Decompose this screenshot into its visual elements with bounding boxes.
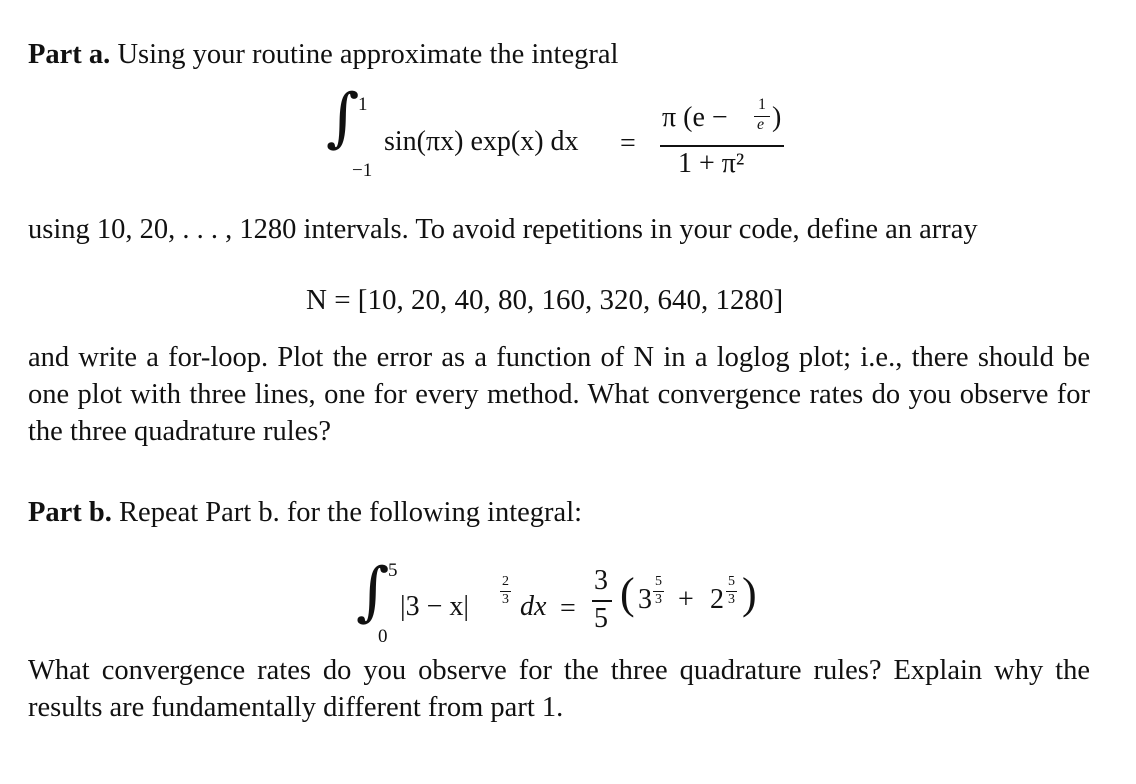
integral-a-inner-denominator: e xyxy=(757,116,765,133)
part-b-intro-line xyxy=(28,494,1090,531)
integral-b-coef-bar xyxy=(592,600,612,602)
integral-b-exp-num: 2 xyxy=(502,574,509,589)
part-b-heading: Part b. xyxy=(28,497,112,528)
integral-a-numerator: π (e − xyxy=(662,102,728,133)
part-a-intro: Using your routine approximate the integral xyxy=(117,39,619,70)
integral-sign-b: ∫ xyxy=(356,555,390,629)
integral-a-upper-limit: 1 xyxy=(358,94,368,115)
integral-b-coef-num: 3 xyxy=(594,565,608,596)
integral-b-close-paren: ) xyxy=(742,569,757,618)
integral-b-base2-exp-den: 3 xyxy=(728,592,735,607)
integral-b-base2: 2 xyxy=(710,584,724,615)
integral-b-coef-den: 5 xyxy=(594,603,608,634)
integral-b-open-paren: ( xyxy=(620,569,635,618)
part-a-intro-line xyxy=(28,36,1090,73)
part-a-instructions-text: and write a for-loop. Plot the error as a function of N in a loglog plot; i.e., there should be one plot with three lines, one for every method. What convergence rates do you observe for the three quadrature rules? xyxy=(28,342,1090,447)
integral-b-base2-exp-num: 5 xyxy=(728,574,735,589)
array-equation: N = [10, 20, 40, 80, 160, 320, 640, 1280] xyxy=(306,284,784,316)
integral-a-close-paren: ) xyxy=(772,102,782,133)
integral-sign-a: ∫ xyxy=(326,81,360,155)
integral-b-base1-exp-den: 3 xyxy=(655,592,662,607)
integral-a-inner-numerator: 1 xyxy=(758,96,766,113)
integral-b-exp-den: 3 xyxy=(502,592,509,607)
integral-b-equals: = xyxy=(560,593,576,624)
integral-b-lower-limit: 0 xyxy=(378,626,388,647)
part-a-intervals-text: using 10, 20, . . . , 1280 intervals. To avoid repetitions in your code, define an array xyxy=(28,214,978,245)
part-b-question-text: What convergence rates do you observe for the three quadrature rules? Explain why the results are fundamentally different from part 1. xyxy=(28,655,1090,723)
integral-a-denominator: 1 + π² xyxy=(678,148,745,179)
integral-b-base1: 3 xyxy=(638,584,652,615)
integral-a-lower-limit: −1 xyxy=(352,160,373,181)
integral-a-integrand: sin(πx) exp(x) dx xyxy=(384,126,579,157)
integral-b-upper-limit: 5 xyxy=(388,560,398,581)
integral-b-plus: + xyxy=(678,584,694,615)
integral-b-integrand: |3 − x| xyxy=(400,591,470,622)
integral-a-equals: = xyxy=(620,128,636,159)
integral-b-dx: dx xyxy=(520,591,547,622)
integral-a-fraction-bar xyxy=(660,145,784,147)
part-b-intro: Repeat Part b. for the following integral: xyxy=(119,497,583,528)
part-a-heading: Part a. xyxy=(28,39,111,70)
integral-b-base1-exp-num: 5 xyxy=(655,574,662,589)
